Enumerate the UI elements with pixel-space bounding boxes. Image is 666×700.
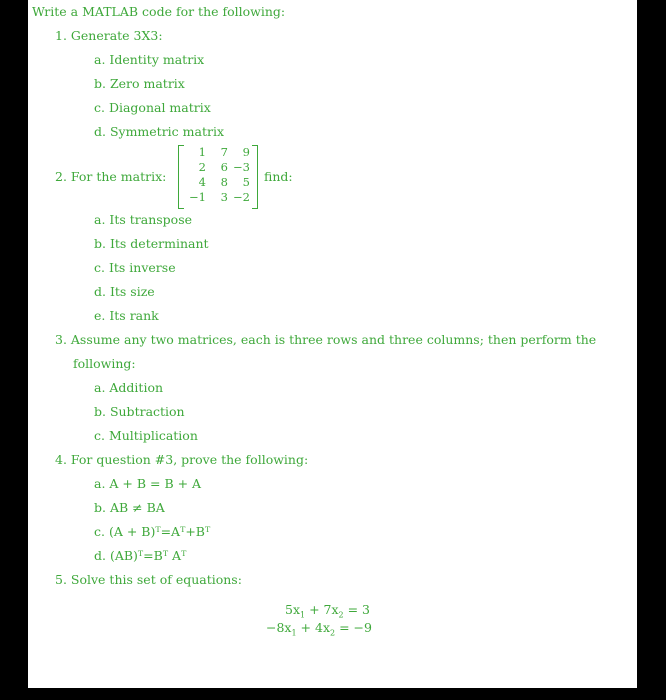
matrix-cell: −2: [233, 190, 250, 204]
matrix-cell: 9: [242, 145, 250, 159]
q4-item-d: d. (AB)ᵀ=Bᵀ Aᵀ: [94, 548, 187, 563]
matrix-cell: 4: [198, 175, 206, 189]
matrix-row: [184, 160, 252, 175]
worksheet-page: [28, 0, 637, 688]
eq1-rhs: = 3: [343, 602, 371, 617]
q3-line1: 3. Assume any two matrices, each is three rows and three columns; then perform the: [55, 332, 597, 347]
q4-item-b: b. AB ≠ BA: [94, 500, 165, 515]
q2-item-e: e. Its rank: [94, 308, 159, 323]
q4-item-a: a. A + B = B + A: [94, 476, 202, 491]
matrix-cell: 5: [242, 175, 250, 189]
q2-item-c: c. Its inverse: [94, 260, 176, 275]
q3-line2: following:: [73, 356, 136, 371]
q5-label: 5. Solve this set of equations:: [55, 572, 242, 587]
eq1-sub-2: 2: [338, 610, 344, 620]
matrix-right-bracket: [252, 145, 258, 209]
eq2-term-b: + 4x: [296, 620, 331, 635]
q4-label: 4. For question #3, prove the following:: [55, 452, 309, 467]
q1-item-b: b. Zero matrix: [94, 76, 185, 91]
matrix-cell: 2: [198, 160, 206, 174]
eq2-term-a: −8x: [266, 620, 292, 635]
matrix-cell: −3: [233, 160, 250, 174]
q2-item-a: a. Its transpose: [94, 212, 193, 227]
matrix-cell: 1: [198, 145, 206, 159]
eq1-term-b: + 7x: [305, 602, 339, 617]
q3-item-b: b. Subtraction: [94, 404, 185, 419]
q2-suffix: find:: [264, 169, 293, 184]
q2-prefix: 2. For the matrix:: [55, 169, 167, 184]
q2-item-d: d. Its size: [94, 284, 155, 299]
q2-matrix: [178, 145, 258, 209]
q1-item-c: c. Diagonal matrix: [94, 100, 211, 115]
matrix-row: [184, 190, 252, 205]
matrix-cell: 6: [220, 160, 228, 174]
matrix-row: [184, 145, 252, 160]
eq2-rhs: = −9: [335, 620, 372, 635]
eq1-term-a: 5x: [285, 602, 301, 617]
matrix-cell: 8: [220, 175, 228, 189]
q1-item-a: a. Identity matrix: [94, 52, 205, 67]
q1-label: 1. Generate 3X3:: [55, 28, 163, 43]
q2-item-b: b. Its determinant: [94, 236, 209, 251]
matrix-cell: 3: [220, 190, 228, 204]
q3-item-a: a. Addition: [94, 380, 164, 395]
matrix-cell: 7: [220, 145, 228, 159]
matrix-row: [184, 175, 252, 190]
eq2-sub-1: 1: [291, 628, 297, 638]
q4-item-c: c. (A + B)ᵀ=Aᵀ+Bᵀ: [94, 524, 211, 539]
eq2-sub-2: 2: [330, 628, 336, 638]
eq1-sub-1: 1: [300, 610, 306, 620]
q3-item-c: c. Multiplication: [94, 428, 198, 443]
q1-item-d: d. Symmetric matrix: [94, 124, 224, 139]
equation-2: [266, 620, 372, 638]
matrix-cell: −1: [189, 190, 206, 204]
page-heading: Write a MATLAB code for the following:: [32, 4, 286, 19]
equation-1: [285, 602, 370, 620]
